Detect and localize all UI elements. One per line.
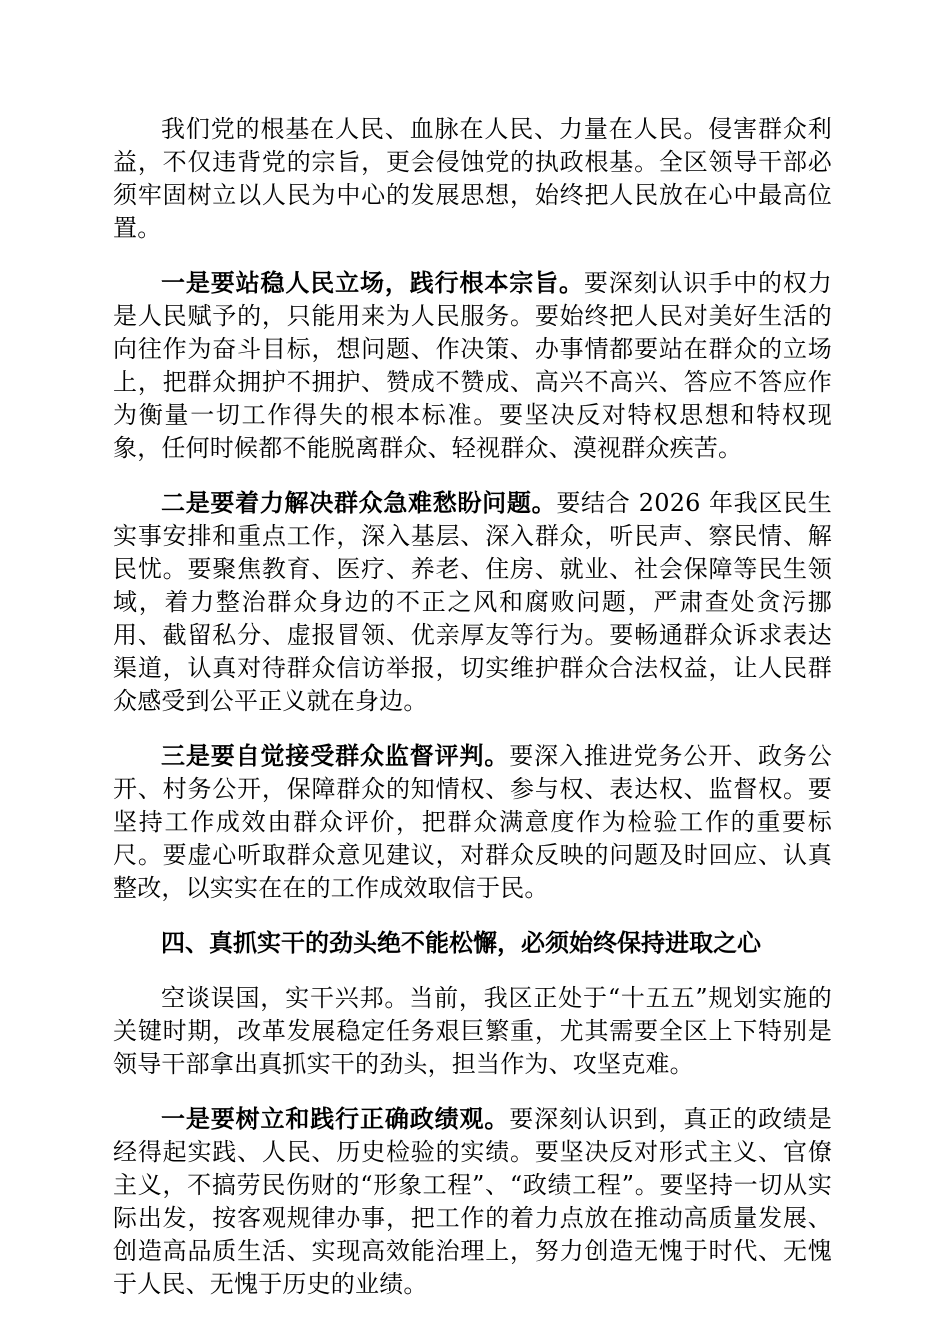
paragraph-text: 空谈误国，实干兴邦。当前，我区正处于“十五五”规划实施的关键时期，改革发展稳定任务艰巨繁重，尤其需要全区上下特别是领导干部拿出真抓实干的劲头，担当作为、攻坚克难。: [113, 984, 832, 1078]
paragraph-point-3: [113, 740, 832, 905]
paragraph-text: 要结合 2026 年我区民生实事安排和重点工作，深入基层、深入群众，听民声、察民情、解民忧。要聚焦教育、医疗、养老、住房、就业、社会保障等民生领域，着力整治群众身边的不正之风和腐败问题，严肃查处贪污挪用、截留私分、虚报冒领、优亲厚友等行为。要畅通群众诉求表达渠道，认真对待群众信访举报，切实维护群众合法权益，让人民群众感受到公平正义就在身边。: [113, 489, 833, 715]
paragraph-point-1: [113, 267, 832, 465]
section-heading: 四、真抓实干的劲头绝不能松懈，必须始终保持进取之心: [161, 929, 761, 957]
paragraph-lead: 一是要树立和践行正确政绩观。: [161, 1105, 510, 1133]
paragraph-section-point-1: [113, 1103, 832, 1301]
paragraph-lead: 二是要着力解决群众急难愁盼问题。: [161, 489, 557, 517]
paragraph-lead: 三是要自觉接受群众监督评判。: [161, 742, 510, 770]
paragraph-text: 要深刻认识到，真正的政绩是经得起实践、人民、历史检验的实绩。要坚决反对形式主义、官僚主义，不搞劳民伤财的“形象工程”、“政绩工程”。要坚持一切从实际出发，按客观规律办事，把工作的着力点放在推动高质量发展、创造高品质生活、实现高效能治理上，努力创造无愧于时代、无愧于人民、无愧于历史的业绩。: [113, 1105, 832, 1298]
paragraph-point-2: [113, 487, 832, 718]
paragraph-text: 要深刻认识手中的权力是人民赋予的，只能用来为人民服务。要始终把人民对美好生活的向往作为奋斗目标，想问题、作决策、办事情都要站在群众的立场上，把群众拥护不拥护、赞成不赞成、高兴不高兴、答应不答应作为衡量一切工作得失的根本标准。要坚决反对特权思想和特权现象，任何时候都不能脱离群众、轻视群众、漠视群众疾苦。: [113, 269, 832, 462]
paragraph-intro: [113, 113, 832, 245]
paragraph-section-intro: [113, 982, 832, 1081]
paragraph-text: 我们党的根基在人民、血脉在人民、力量在人民。侵害群众利益，不仅违背党的宗旨，更会侵蚀党的执政根基。全区领导干部必须牢固树立以人民为中心的发展思想，始终把人民放在心中最高位置。: [113, 115, 832, 242]
paragraph-lead: 一是要站稳人民立场，践行根本宗旨。: [161, 269, 584, 297]
paragraph-text: 要深入推进党务公开、政务公开、村务公开，保障群众的知情权、参与权、表达权、监督权。要坚持工作成效由群众评价，把群众满意度作为检验工作的重要标尺。要虚心听取群众意见建议，对群众反映的问题及时回应、认真整改，以实实在在的工作成效取信于民。: [113, 742, 832, 902]
